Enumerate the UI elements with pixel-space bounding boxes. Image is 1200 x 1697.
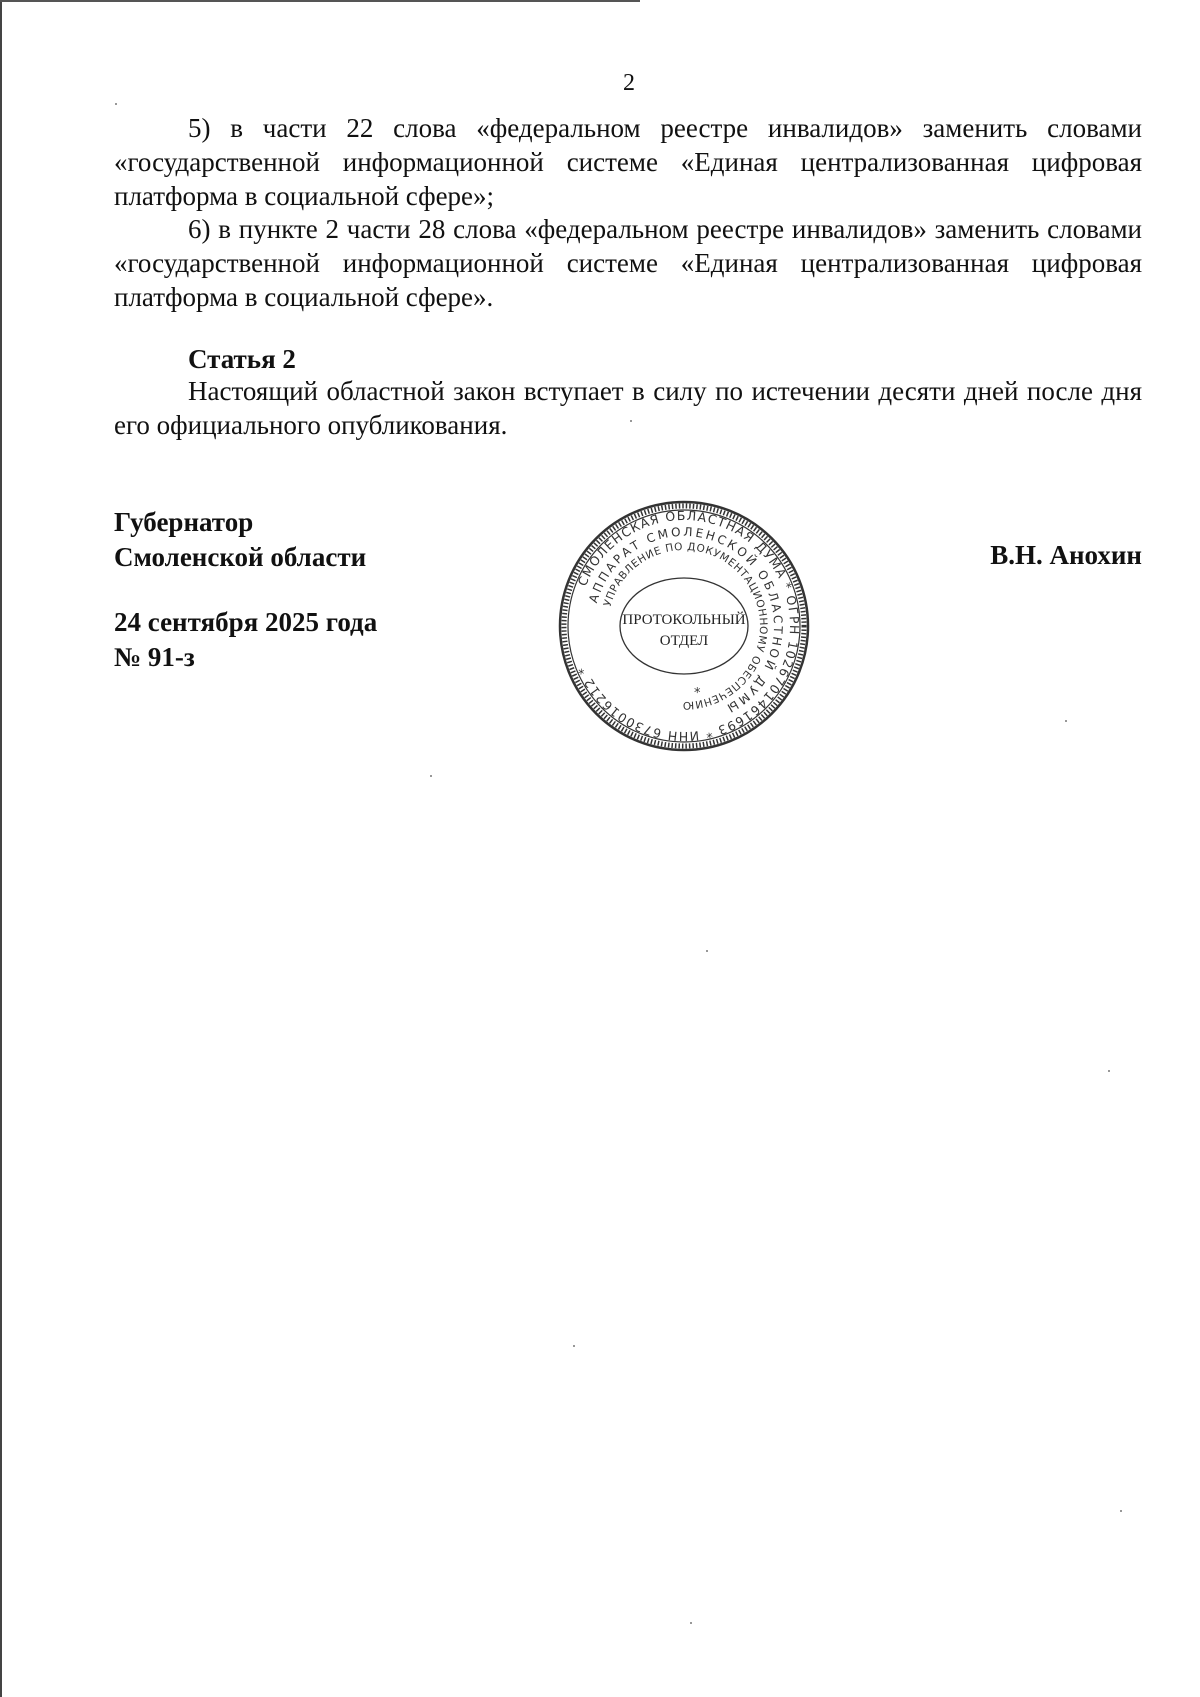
paragraph-text: 6) в пункте 2 части 28 слова «федеральном реестре инвалидов» заменить словами «государственной информационной системе «Единая централизованная цифровая платформа в социальной сфере».	[114, 214, 1142, 312]
scan-speck	[573, 1345, 575, 1347]
article-body	[114, 374, 1142, 442]
amendment-item-6	[114, 212, 1142, 314]
seal-middle-text: АППАРАТ СМОЛЕНСКОЙ ОБЛАСТНОЙ ДУМЫ	[586, 524, 786, 717]
scan-speck	[115, 103, 117, 105]
document-date-number	[114, 605, 377, 675]
scan-speck	[1065, 720, 1067, 722]
signatory-title-line-2: Смоленской области	[114, 542, 367, 572]
seal-outer-text: СМОЛЕНСКАЯ ОБЛАСТНАЯ ДУМА * ОГРН 1026701461693 * ИНН 6730016212 *	[574, 507, 803, 745]
official-seal	[556, 497, 812, 755]
scan-edge-top	[0, 0, 640, 2]
seal-star-icon: *	[694, 686, 701, 701]
scan-speck	[690, 1622, 692, 1624]
seal-inner-text: УПРАВЛЕНИЕ ПО ДОКУМЕНТАЦИОННОМУ ОБЕСПЕЧЕНИЮ	[601, 540, 770, 712]
seal-center-line-2: ОТДЕЛ	[659, 633, 709, 649]
scan-speck	[1108, 1070, 1110, 1072]
article-heading: Статья 2	[188, 344, 296, 374]
amendment-item-5	[114, 111, 1142, 213]
seal-center-line-1: ПРОТОКОЛЬНЫЙ	[622, 612, 746, 628]
page-number: 2	[623, 70, 635, 96]
signatory-name: В.Н. Анохин	[990, 540, 1142, 570]
document-date: 24 сентября 2025 года	[114, 607, 378, 637]
scan-speck	[706, 950, 708, 952]
signatory-title	[114, 505, 366, 575]
scan-speck	[430, 775, 432, 777]
scan-speck	[1120, 1510, 1122, 1512]
scan-speck	[630, 420, 632, 422]
signatory-title-line-1: Губернатор	[114, 507, 254, 537]
scan-edge-left	[0, 0, 2, 1697]
article-text: Настоящий областной закон вступает в силу по истечении десяти дней после дня его официального опубликования.	[114, 376, 1142, 440]
document-number: № 91-з	[114, 642, 195, 672]
paragraph-text: 5) в части 22 слова «федеральном реестре инвалидов» заменить словами «государственной информационной системе «Единая централизованная цифровая платформа в социальной сфере»;	[114, 113, 1142, 211]
